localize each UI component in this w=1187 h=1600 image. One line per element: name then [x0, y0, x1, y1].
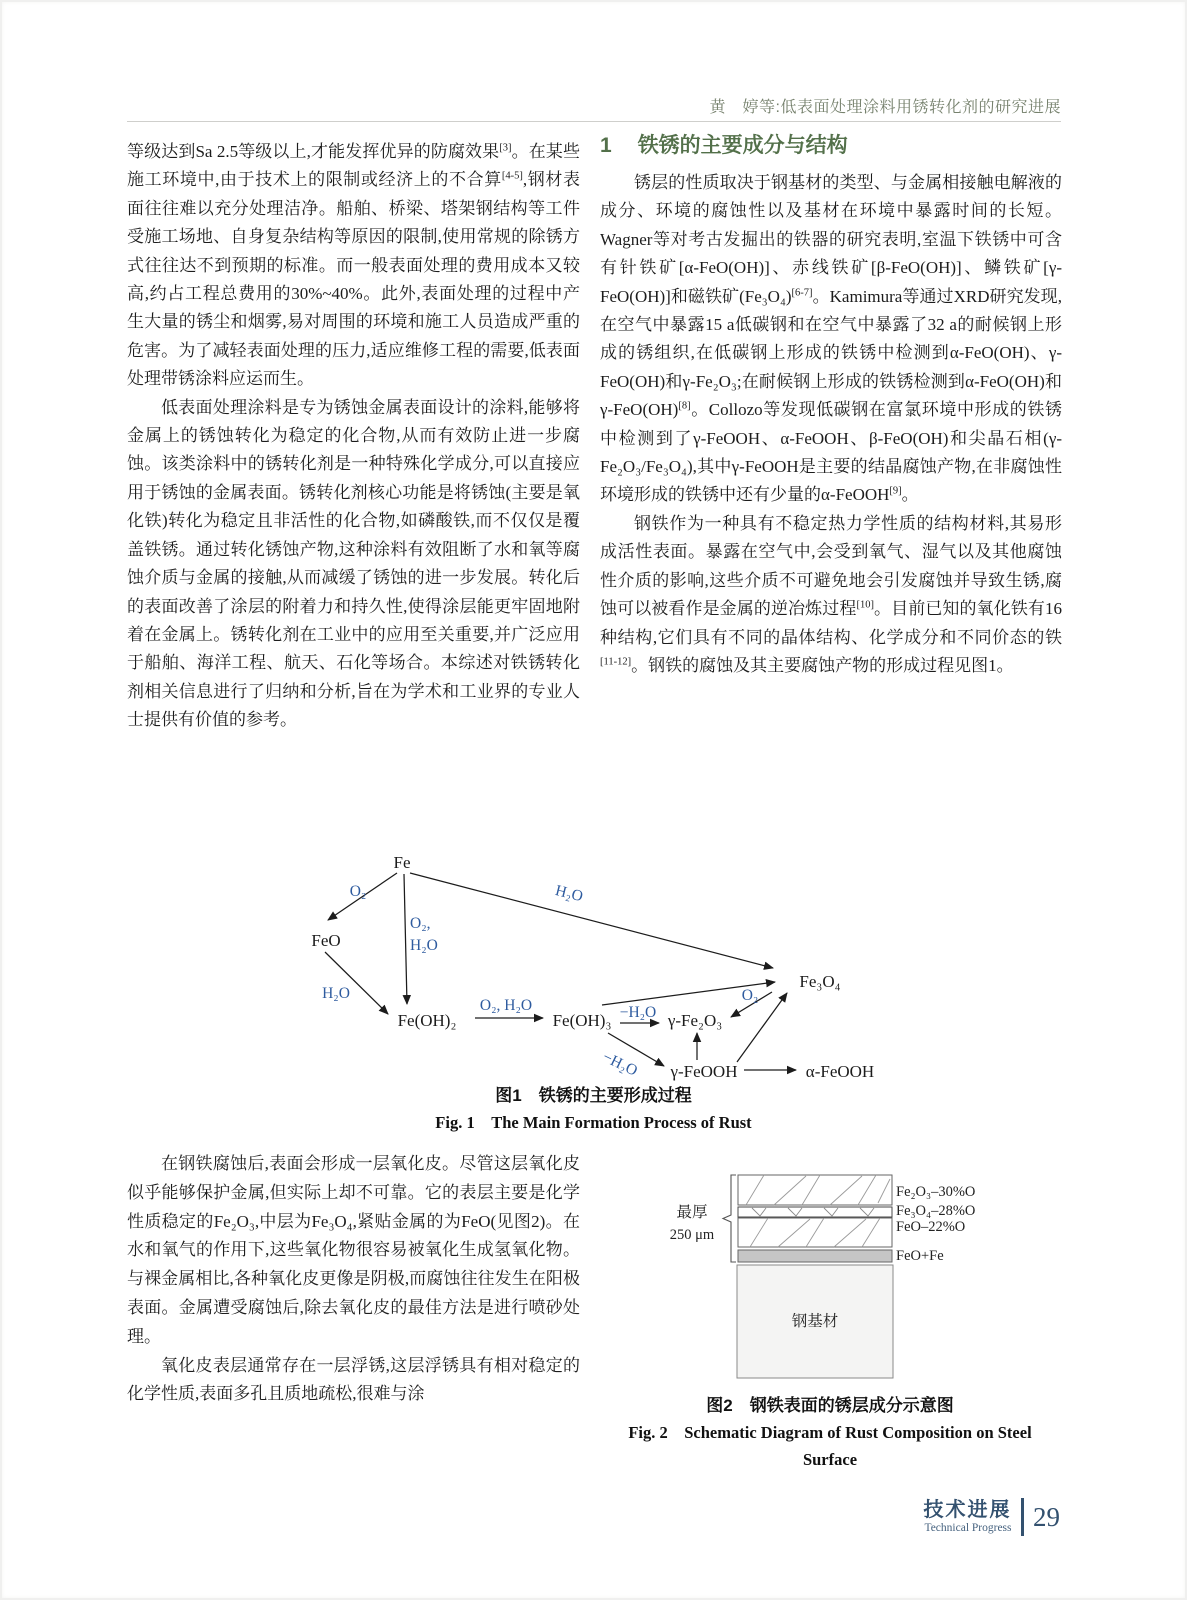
page-footer [880, 1498, 1060, 1536]
layer-label-feo-fe: FeO+Fe [896, 1248, 944, 1264]
lower-left-column [127, 1150, 580, 1409]
section-heading [600, 131, 1062, 161]
arrow-fe-to-feoh2 [404, 874, 407, 1004]
layer-label-fe3o4: Fe₃O₄–28%O [896, 1203, 976, 1219]
edge-label-minus-h2o: −H₂O [619, 1004, 657, 1021]
figure2-rust-layer-schematic [650, 1165, 990, 1390]
edge-label-minus-h2o-diag: −H₂O [599, 1048, 641, 1080]
node-feoh2: Fe(OH)₂ [397, 1011, 457, 1030]
substrate-label: 钢基材 [791, 1313, 839, 1330]
footer-divider-bar [1021, 1498, 1025, 1536]
footer-section-en: Technical Progress [924, 1522, 1012, 1534]
paragraph: 锈层的性质取决于钢基材的类型、与金属相接触电解液的成分、环境的腐蚀性以及基材在环境中暴露时间的长短。Wagner等对考古发掘出的铁器的研究表明,室温下铁锈中可含有针铁矿[α-FeO(OH)]、赤线铁矿[β-FeO(OH)]、鳞铁矿[γ-FeO(OH)]和磁铁矿(Fe₃O₄)[6-7]。Kamimura等通过XRD研究发现,在空气中暴露15 a低碳钢和在空气中暴露了32 a的耐候钢上形成的锈组织,在低碳钢上形成的铁锈中检测到α-FeO(OH)、γ-FeO(OH)和γ-Fe₂O₃;在耐候钢上形成的铁锈检测到α-FeO(OH)和γ-FeO(OH)[8]。Collozo等发现低碳钢在富氯环境中形成的铁锈中检测到了γ-FeOOH、α-FeOOH、β-FeO(OH)和尖晶石相(γ-Fe₂O₃/Fe₃O₄),其中γ-FeOOH是主要的结晶腐蚀产物,在非腐蚀性环境形成的铁锈中还有少量的α-FeOOH[9]。 [600, 173, 1062, 505]
paragraph: 等级达到Sa 2.5等级以上,才能发挥优异的防腐效果[3]。在某些施工环境中,由于技术上的限制或经济上的不合算[4-5],钢材表面往往难以充分处理洁净。船舶、桥梁、塔架钢结构等工件受施工场地、自身复杂结构等原因的限制,使用常规的除锈方式往往达不到预期的标准。而一般表面处理的费用成本又较高,约占工程总费用的30%~40%。此外,表面处理的过程中产生大量的锈尘和烟雾,易对周围的环境和施工人员造成严重的危害。为了减轻表面处理的压力,适应维修工程的需要,低表面处理带锈涂料应运而生。 [127, 142, 581, 389]
footer-section [924, 1499, 1012, 1535]
section-number: 1 [600, 134, 612, 157]
edge-label-o2-right: O₂ [741, 987, 759, 1004]
section-title: 铁锈的主要成分与结构 [637, 134, 848, 157]
figure1-rust-formation-diagram [280, 840, 900, 1092]
paragraph: 低表面处理涂料是专为锈蚀金属表面设计的涂料,能够将金属上的锈蚀转化为稳定的化合物,从而有效防止进一步腐蚀。该类涂料中的锈转化剂是一种特殊化学成分,可以直接应用于锈蚀的金属表面。锈转化剂核心功能是将锈蚀(主要是氧化铁)转化为稳定且非活性的化合物,如磷酸铁,而不仅仅是覆盖铁锈。通过转化锈蚀产物,这种涂料有效阻断了水和氧等腐蚀介质与金属的接触,从而减缓了锈蚀的进一步发展。转化后的表面改善了涂层的附着力和持久性,使得涂层能更牢固地附着在金属上。锈转化剂在工业中的应用至关重要,并广泛应用于船舶、海洋工程、航天、石化等场合。本综述对铁锈转化剂相关信息进行了归纳和分析,旨在为学术和工业界的专业人士提供有价值的参考。 [127, 397, 580, 730]
page-number: 29 [1033, 1501, 1060, 1532]
figure1-caption-zh: 图1 铁锈的主要形成过程 [495, 1086, 692, 1105]
figure2-caption-en-line1: Fig. 2 Schematic Diagram of Rust Composition on Steel [628, 1423, 1032, 1442]
figure1-caption-en: Fig. 1 The Main Formation Process of Rust [435, 1113, 752, 1132]
edge-label-o2-comma: O₂, [410, 915, 431, 932]
figure1-caption [0, 1082, 1187, 1136]
edge-label-o2: O₂ [349, 883, 367, 900]
left-column [127, 138, 580, 735]
footer-section-zh: 技术进展 [923, 1499, 1012, 1521]
arrow-fe-to-fe3o4 [410, 873, 773, 968]
paragraph: 氧化皮表层通常存在一层浮锈,这层浮锈具有相对稳定的化学性质,表面多孔且质地疏松,很难与涂 [127, 1355, 580, 1404]
thickness-label-line2: 250 μm [669, 1227, 715, 1243]
layer-label-fe2o3: Fe₂O₃–30%O [896, 1184, 976, 1200]
layer-feo-fe [738, 1250, 892, 1262]
node-gamma-feooh: γ-FeOOH [670, 1062, 738, 1081]
layer-label-feo: FeO–22%O [896, 1219, 966, 1235]
node-fe3o4: Fe₃O₄ [799, 972, 841, 991]
thickness-bracket [723, 1175, 736, 1262]
node-alpha-feooh: α-FeOOH [805, 1062, 875, 1081]
right-column [600, 131, 1062, 680]
figure2-caption-zh: 图2 钢铁表面的锈层成分示意图 [706, 1396, 954, 1415]
edge-label-h2o-long: H₂O [553, 882, 585, 906]
node-fe: Fe [393, 853, 411, 872]
node-gamma-fe2o3: γ-Fe₂O₃ [667, 1011, 723, 1030]
node-feoh3: Fe(OH)₃ [552, 1011, 612, 1030]
paragraph: 钢铁作为一种具有不稳定热力学性质的结构材料,其易形成活性表面。暴露在空气中,会受到氧气、湿气以及其他腐蚀性介质的影响,这些介质不可避免地会引发腐蚀并导致生锈,腐蚀可以被看作是金属的逆冶炼过程[10]。目前已知的氧化铁有16种结构,它们具有不同的晶体结构、化学成分和不同价态的铁[11-12]。钢铁的腐蚀及其主要腐蚀产物的形成过程见图1。 [600, 513, 1063, 675]
edge-label-o2-h2o: O₂, H₂O [479, 997, 533, 1014]
edge-label-h2o: H₂O [410, 937, 438, 954]
thickness-label-line1: 最厚 [676, 1204, 708, 1221]
header-rule [127, 121, 1061, 122]
figure2-caption [598, 1392, 1062, 1473]
edge-label-h2o-left: H₂O [322, 985, 350, 1002]
running-title: 黄 婷等:低表面处理涂料用锈转化剂的研究进展 [709, 99, 1061, 116]
paragraph: 在钢铁腐蚀后,表面会形成一层氧化皮。尽管这层氧化皮似乎能够保护金属,但实际上却不可靠。它的表层主要是化学性质稳定的Fe₂O₃,中层为Fe₃O₄,紧贴金属的为FeO(见图2)。在水和氧气的作用下,这些氧化物很容易被氧化生成氢氧化物。与裸金属相比,各种氧化皮更像是阴极,而腐蚀往往发生在阳极表面。金属遭受腐蚀后,除去氧化皮的最佳方法是进行喷砂处理。 [127, 1154, 580, 1346]
arrow-feo-to-feoh2 [325, 952, 388, 1014]
figure2-caption-en-line2: Surface [802, 1450, 858, 1469]
node-feo: FeO [311, 931, 341, 950]
